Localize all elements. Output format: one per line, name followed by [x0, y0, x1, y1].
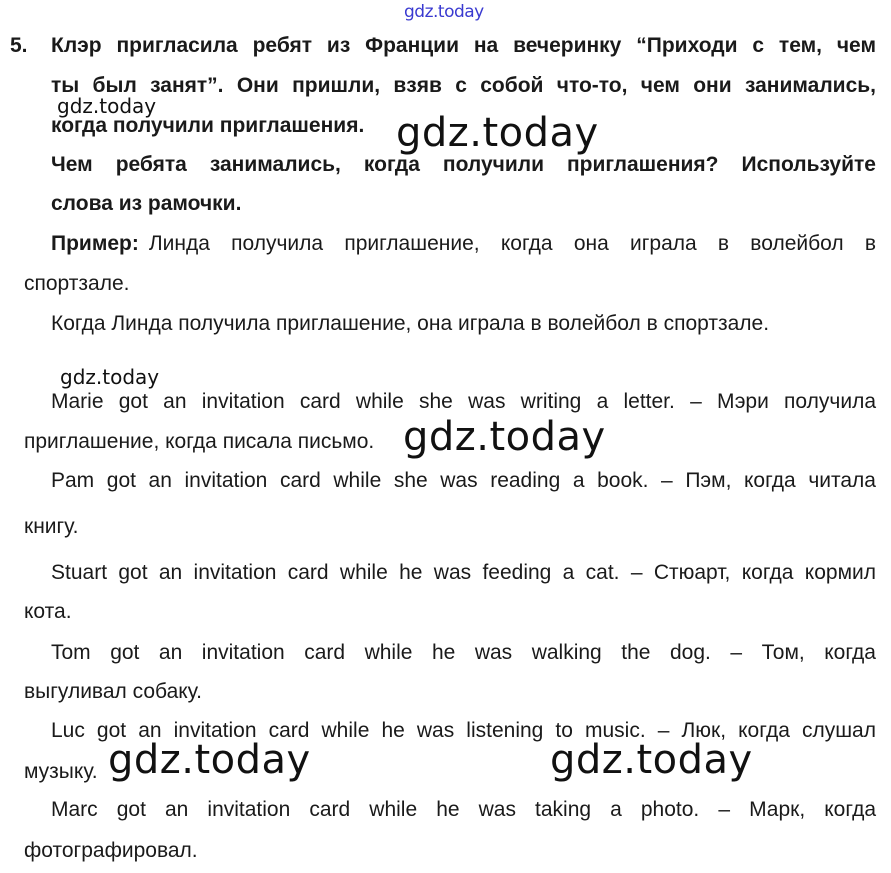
answer-line: выгуливал собаку. — [24, 680, 202, 703]
example-line — [51, 231, 876, 257]
task-line: ты был занят”. Они пришли, взяв с собой что-то, чем они занимались, — [51, 74, 876, 97]
answer-line: Luc got an invitation card while he was listening to music. – Люк, когда слушал — [51, 719, 876, 742]
example-line: Когда Линда получила приглашение, она играла в волейбол в спортзале. — [51, 312, 770, 335]
watermark-top: gdz.today — [404, 2, 484, 22]
watermark-small: gdz.today — [57, 94, 157, 118]
example-label: Пример: — [51, 232, 139, 255]
answer-line: Pam got an invitation card while she was reading a book. – Пэм, когда читала — [51, 469, 876, 492]
answer-line: фотографировал. — [24, 839, 198, 862]
watermark-large: gdz.today — [396, 110, 599, 156]
exercise-number: 5. — [10, 34, 28, 57]
example-line: спортзале. — [24, 272, 130, 295]
answer-line: приглашение, когда писала письмо. — [24, 430, 375, 453]
answer-line: Marie got an invitation card while she was writing a letter. – Мэри получила — [51, 390, 876, 413]
answer-line: Tom got an invitation card while he was walking the dog. – Том, когда — [51, 641, 876, 664]
answer-line: Stuart got an invitation card while he was feeding a cat. – Стюарт, когда кормил — [51, 561, 876, 584]
answer-line: Marc got an invitation card while he was taking a photo. – Марк, когда — [51, 798, 876, 821]
watermark-large: gdz.today — [403, 414, 606, 460]
example-text: Линда получила приглашение, когда она играла в волейбол в — [148, 232, 876, 255]
answer-line: кота. — [24, 600, 72, 623]
question-line: слова из рамочки. — [51, 192, 242, 215]
answer-line: музыку. — [24, 760, 98, 783]
task-line: когда получили приглашения. — [51, 114, 365, 137]
watermark-small: gdz.today — [60, 365, 160, 389]
question-line: Чем ребята занимались, когда получили приглашения? Используйте — [51, 153, 876, 176]
answer-line: книгу. — [24, 515, 79, 538]
watermark-large: gdz.today — [108, 737, 311, 783]
task-line: Клэр пригласила ребят из Франции на вечеринку “Приходи с тем, чем — [51, 34, 876, 57]
watermark-large: gdz.today — [550, 737, 753, 783]
